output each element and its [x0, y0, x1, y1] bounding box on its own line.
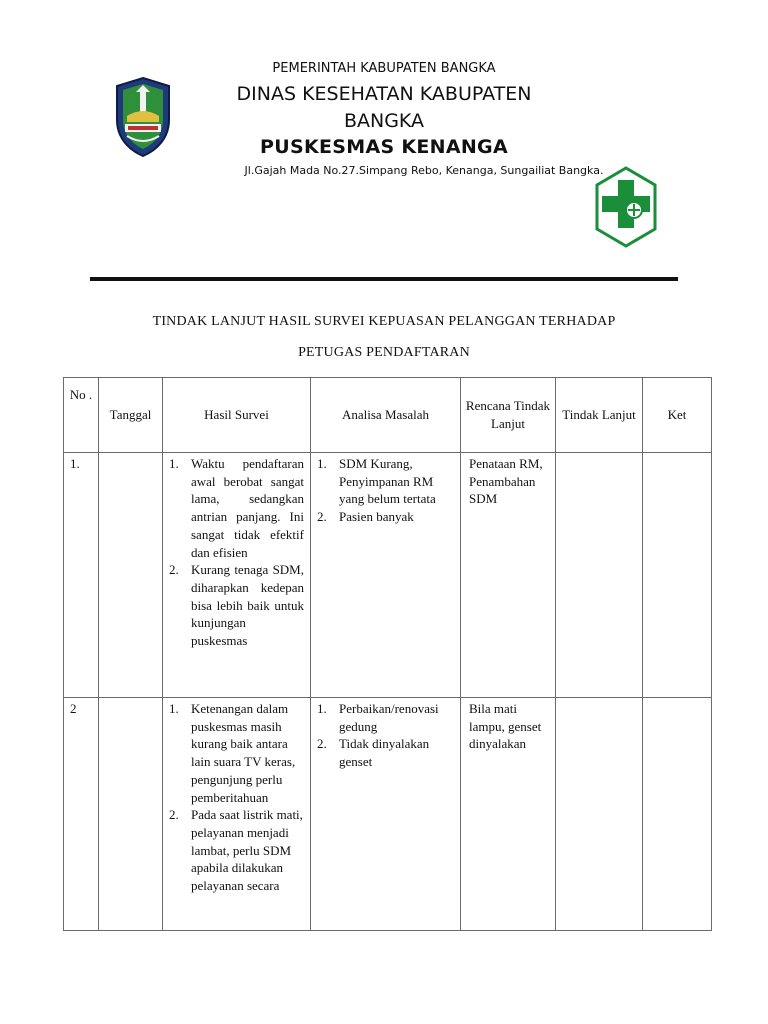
cell-analisa-masalah	[311, 453, 461, 698]
letterhead-divider	[90, 277, 678, 281]
letterhead-government: PEMERINTAH KABUPATEN BANGKA	[272, 61, 496, 76]
cell-tindak-lanjut	[556, 453, 643, 698]
cell-ket	[643, 698, 712, 931]
table-row	[64, 453, 712, 698]
cell-analisa-masalah	[311, 698, 461, 931]
cell-no: 2	[64, 698, 99, 931]
letterhead-agency: DINAS KESEHATAN KABUPATEN BANGKA	[236, 83, 532, 132]
cell-hasil-survei	[163, 453, 311, 698]
table-header-row	[64, 378, 712, 453]
list-item: 1. Perbaikan/renovasi gedung	[317, 701, 439, 734]
header-rencana-tindak-lanjut: Rencana Tindak Lanjut	[461, 378, 556, 453]
header-hasil-survei: Hasil Survei	[163, 378, 311, 453]
list-item: 2. Pada saat listrik mati, pelayanan menjadi lambat, perlu SDM apabila dilakukan pelayanan secara	[169, 807, 303, 894]
cell-tanggal	[99, 453, 163, 698]
list-item: 1. SDM Kurang, Penyimpanan RM yang belum tertata	[317, 456, 436, 507]
document-subtitle: PETUGAS PENDAFTARAN	[298, 345, 470, 360]
table-row	[64, 698, 712, 931]
header-tanggal: Tanggal	[99, 378, 163, 453]
cell-no: 1.	[64, 453, 99, 698]
header-tindak-lanjut: Tindak Lanjut	[556, 378, 643, 453]
cell-tindak-lanjut	[556, 698, 643, 931]
list-item: 2. Tidak dinyalakan genset	[317, 736, 430, 770]
survey-table	[63, 377, 712, 931]
header-no: No .	[64, 378, 99, 453]
cell-tanggal	[99, 698, 163, 931]
cell-hasil-survei	[163, 698, 311, 931]
header-analisa-masalah: Analisa Masalah	[311, 378, 461, 453]
cell-ket	[643, 453, 712, 698]
header-ket: Ket	[643, 378, 712, 453]
cell-rencana-tindak-lanjut: Bila mati lampu, genset dinyalakan	[461, 698, 556, 931]
list-item: 1. Waktu pendaftaran awal berobat sangat lama, sedangkan antrian panjang. Ini sangat tidak efektif dan efisien	[169, 456, 304, 560]
list-item: 2. Pasien banyak	[317, 509, 414, 525]
list-item: 2. Kurang tenaga SDM, diharapkan kedepan bisa lebih baik untuk kunjungan puskesmas	[169, 562, 304, 649]
list-item: 1. Ketenangan dalam puskesmas masih kurang baik antara lain suara TV keras, pengunjung perlu pemberitahuan	[169, 701, 296, 805]
document-title: TINDAK LANJUT HASIL SURVEI KEPUASAN PELANGGAN TERHADAP	[152, 314, 616, 329]
puskesmas-cross-icon	[595, 166, 657, 248]
letterhead-puskesmas: PUSKESMAS KENANGA	[260, 136, 508, 158]
cell-rencana-tindak-lanjut: Penataan RM, Penambahan SDM	[461, 453, 556, 698]
letterhead-address: Jl.Gajah Mada No.27.Simpang Rebo, Kenanga, Sungailiat Bangka.	[244, 164, 604, 177]
